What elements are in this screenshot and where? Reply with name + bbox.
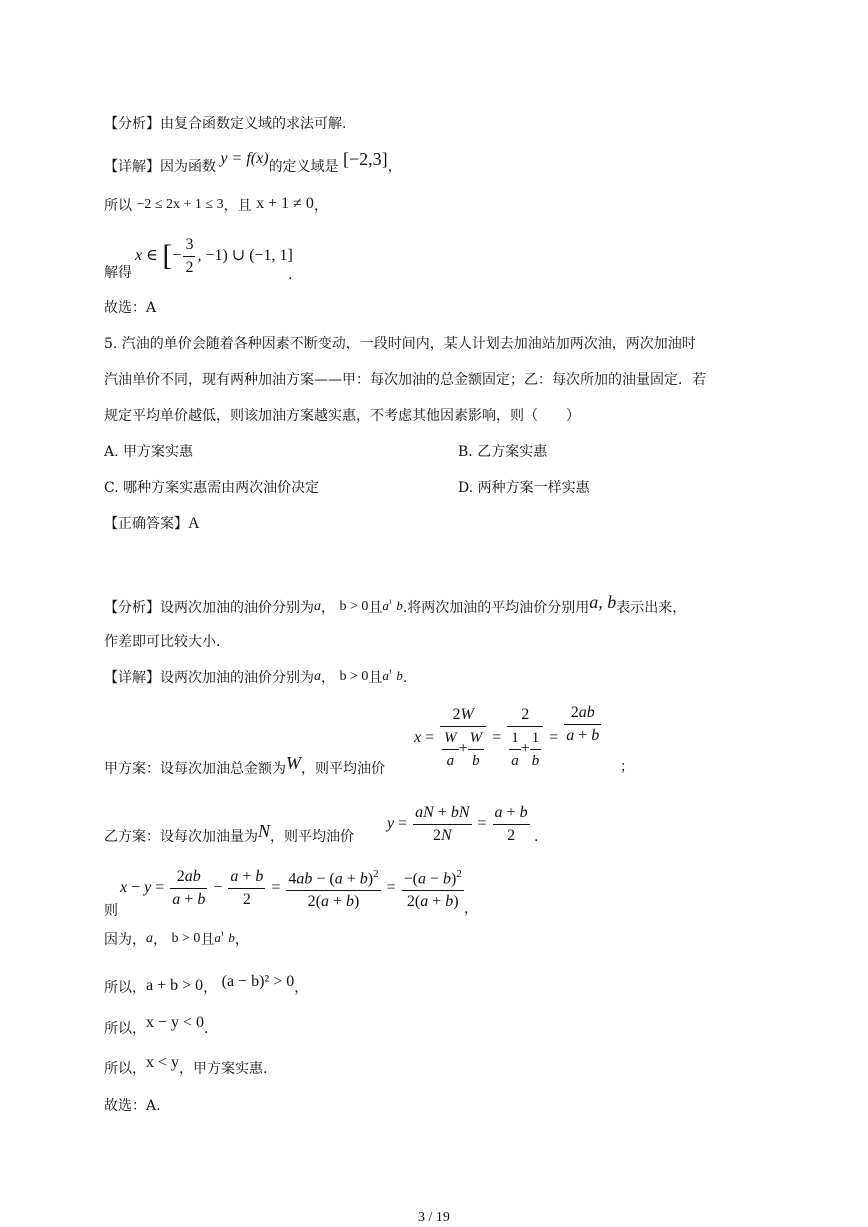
fraction-2ab: [564, 702, 601, 747]
fraction: [228, 866, 265, 911]
analysis-2-line-2: [104, 633, 220, 651]
punct: ，: [313, 198, 328, 214]
numerator: W: [442, 727, 459, 750]
so-line-b: [104, 1014, 209, 1038]
detail-text-2: 的定义域是: [268, 159, 339, 175]
sub-frac: [509, 727, 521, 772]
math-expr: x < y: [146, 1054, 180, 1071]
fraction: [286, 863, 380, 913]
punct: .: [204, 1021, 209, 1037]
denominator: $\frac{W}{a}$ + $\frac{W}{b}$: [440, 727, 486, 772]
fraction: [402, 863, 464, 913]
text: 所以，: [104, 1021, 146, 1037]
math-N: N: [258, 821, 271, 841]
text: 设两次加油的油价分别为: [160, 600, 314, 616]
analysis-tag: 【分析】: [104, 600, 160, 616]
text: C. 哪种方案实惠需由两次油价决定: [104, 480, 320, 496]
correct-answer: [104, 515, 200, 533]
math-b-gt-0: b > 0: [339, 599, 369, 614]
text: D. 两种方案一样实惠: [458, 480, 590, 496]
answer-value: A: [188, 515, 200, 532]
analysis-1: [104, 115, 346, 133]
numerator: 3: [183, 234, 195, 257]
math-neq-symbol: ¹: [388, 668, 392, 679]
math-b-gt-0: b > 0: [339, 669, 369, 684]
denominator: 2: [242, 890, 251, 908]
numerator: 1: [509, 727, 521, 750]
answer-tag: 【正确答案】: [104, 516, 188, 532]
so-line-1: [104, 197, 328, 216]
math-b: b: [396, 668, 403, 683]
punct: ，: [464, 901, 478, 917]
math-y: y: [387, 815, 395, 832]
q5-line-1: [104, 335, 696, 353]
numerator: W: [468, 727, 485, 750]
math-b: b: [228, 930, 235, 945]
math-ab: a, b: [589, 592, 617, 612]
numerator: $4ab - (a + b)^2$: [286, 863, 380, 891]
solve-expression: [135, 232, 293, 280]
punct: ，: [203, 980, 218, 996]
punct: ；: [620, 759, 634, 775]
denominator: $\frac{1}{a}$ + $\frac{1}{b}$: [507, 727, 543, 772]
punct: ，: [294, 980, 309, 996]
math-a: a: [214, 930, 221, 945]
then-label: [104, 902, 118, 920]
denominator: a + b: [172, 890, 206, 908]
text: ，则平均油价: [301, 761, 385, 777]
math-tail: , −1) ∪ (−1, 1]: [197, 247, 293, 264]
text: 且: [200, 932, 215, 948]
math-x-in: x ∈: [135, 247, 158, 264]
text: ，且: [223, 198, 252, 214]
solve-label: [104, 264, 132, 282]
numerator: $-(a - b)^2$: [402, 863, 464, 891]
bracket: [: [162, 239, 173, 272]
text: 所以，: [104, 980, 146, 996]
text: 甲方案：设每次加油总金额为: [104, 761, 286, 777]
text: 所以: [104, 198, 132, 214]
denominator: 2N: [432, 826, 452, 844]
text: 作差即可比较大小.: [104, 634, 221, 650]
text: .将两次加油的平均油价分别用: [402, 600, 590, 616]
text: 则: [104, 903, 118, 919]
jia-end: [620, 758, 634, 776]
formula-x-minus-y: x − y = $\frac{2ab}{a + b}$ − $\frac{a + b}{2}$ = $\frac{4ab - (a + b)^2}{2(a + b)}$ = $\frac{-(a - b)^2}{2(a + b)}$: [120, 862, 466, 914]
math-expr: x − y < 0: [146, 1014, 205, 1031]
choose-2: [104, 1097, 161, 1115]
punct: ，: [321, 670, 335, 686]
denominator: 2: [185, 258, 194, 276]
math-ineq: −2 ≤ 2x + 1 ≤ 3: [136, 197, 224, 212]
denominator: b: [531, 753, 540, 770]
jia-plan: [104, 753, 385, 778]
math-b: b: [396, 598, 403, 613]
math-expr: a + b > 0: [146, 977, 204, 994]
punct: ，: [234, 932, 249, 948]
because-line: [104, 931, 249, 951]
math-a: a: [382, 668, 389, 683]
numerator: 2: [507, 704, 543, 727]
numerator: 2W: [440, 704, 486, 727]
text: 所以，: [104, 1061, 146, 1077]
formula-yi: y = $\frac{aN + bN}{2N}$ = $\frac{a + b}{2}$: [387, 800, 532, 848]
text: 且: [368, 670, 383, 686]
math-neq: x + 1 ≠ 0: [256, 195, 314, 212]
sub-frac: [442, 727, 459, 772]
q5-line-3: [104, 407, 580, 425]
punct: ，: [387, 159, 402, 175]
sub-frac: [468, 727, 485, 772]
denominator: 2: [507, 826, 516, 844]
math-a: a: [146, 931, 153, 946]
text: 故选：A: [104, 300, 157, 316]
math-x: x: [414, 729, 422, 746]
analysis-2: [104, 592, 687, 619]
punct: .: [534, 829, 539, 845]
denominator: a: [446, 753, 455, 770]
yi-end: [534, 828, 538, 846]
sub-frac: [530, 727, 542, 772]
analysis-text: 由复合函数定义域的求法可解.: [160, 116, 347, 132]
denominator: b: [472, 753, 480, 770]
option-c: [104, 479, 319, 497]
math-neq-symbol: ¹: [220, 930, 224, 941]
math-neq-symbol: ¹: [388, 598, 392, 609]
math-a: a: [382, 598, 389, 613]
math-W: W: [286, 753, 301, 773]
option-d: [458, 479, 590, 497]
detail-tag: 【详解】: [104, 670, 160, 686]
math-b-gt-0: b > 0: [171, 931, 201, 946]
formula-jia: x = 2W $\frac{W}{a}$ + $\frac{W}{b}$ = 2 $\frac{1}{a}$ + $\frac{1}{b}$ = $\frac{2ab}{a + b}$: [414, 702, 603, 774]
fraction: [170, 866, 207, 911]
text: 且: [368, 600, 383, 616]
option-b: [458, 443, 547, 461]
text: 解得: [104, 265, 132, 281]
math-a: a: [314, 599, 321, 614]
fraction-2W: [440, 704, 486, 772]
page-number: 3 / 19: [418, 1210, 450, 1225]
fraction-3-2: [183, 234, 195, 279]
detail-text: 因为函数: [160, 159, 216, 175]
math-func: y = f(x): [220, 150, 269, 167]
punct: .: [288, 267, 293, 283]
numerator: aN + bN: [413, 802, 471, 825]
numerator: a + b: [493, 802, 530, 825]
denominator: 2(a + b): [406, 893, 459, 911]
q5-line-2: [104, 371, 706, 389]
text: B. 乙方案实惠: [458, 444, 548, 460]
punct: ，: [321, 600, 335, 616]
text: ，甲方案实惠.: [179, 1061, 268, 1077]
minus: −: [172, 247, 182, 264]
numerator: 2ab: [564, 702, 601, 725]
denominator: a + b: [566, 726, 600, 744]
punct: ，: [153, 932, 167, 948]
text: 汽油单价不同，现有两种加油方案——甲：每次加油的总金额固定；乙：每次所加的油量固定．若: [104, 372, 706, 388]
numerator: 2ab: [170, 866, 207, 889]
text: 因为，: [104, 932, 146, 948]
text: A. 甲方案实惠: [104, 444, 194, 460]
so-line-a: [104, 973, 309, 997]
text: 5. 汽油的单价会随着各种因素不断变动，一段时间内，某人计划去加油站加两次油，两次加油时: [104, 336, 696, 352]
numerator: a + b: [228, 866, 265, 889]
analysis-tag: 【分析】: [104, 116, 160, 132]
choose-1: [104, 299, 156, 317]
denominator: a: [511, 753, 519, 770]
text: 故选：A.: [104, 1098, 161, 1114]
text: 表示出来，: [616, 600, 687, 616]
detail-1: [104, 149, 402, 176]
math-expr: (a − b)² > 0: [221, 973, 295, 990]
then-end: [464, 900, 478, 918]
fraction-aN-bN: [413, 802, 471, 847]
math-a: a: [314, 669, 321, 684]
text: ，则平均油价: [270, 829, 355, 845]
denominator: 2(a + b): [307, 893, 360, 911]
solve-end: [288, 266, 292, 284]
text: 乙方案：设每次加油量为: [104, 829, 258, 845]
text: 规定平均单价越低，则该加油方案越实惠，不考虑其他因素影响，则（ ）: [104, 408, 580, 424]
math-domain: [−2,3]: [343, 149, 388, 169]
yi-plan: [104, 821, 355, 846]
option-a: [104, 443, 193, 461]
punct: .: [402, 670, 408, 686]
fraction-a-plus-b: [493, 802, 530, 847]
fraction-2: [507, 704, 543, 772]
numerator: 1: [530, 727, 542, 750]
text: 设两次加油的油价分别为: [160, 670, 314, 686]
detail-2: [104, 669, 407, 689]
so-line-c: [104, 1054, 268, 1078]
detail-tag: 【详解】: [104, 159, 160, 175]
